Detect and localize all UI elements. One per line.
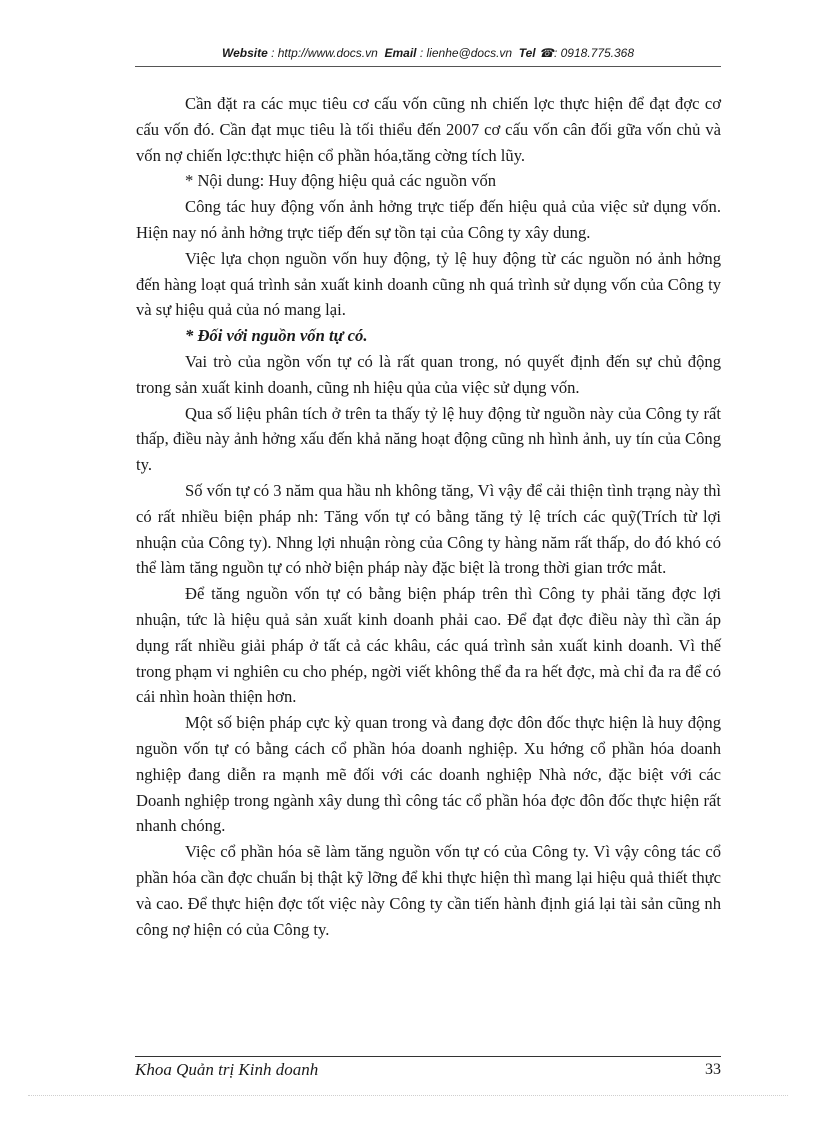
paragraph: * Nội dung: Huy động hiệu quả các nguồn vốn <box>185 171 497 191</box>
page-header <box>135 46 721 60</box>
email-label: Email <box>384 46 417 60</box>
paragraph: Việc cổ phần hóa sẽ làm tăng nguồn vốn tự có của Công ty. Vì vậy công tác cổ phần hóa cần đợc chuẩn bị thật kỹ lỡng để khi thực hiện thì mang lại hiệu quả thiết thực và cao. Để thực hiện đợc tốt việc này Công ty cần tiến hành định giá lại tài sản cũng nh công nợ hiện có của Công ty. <box>136 842 721 939</box>
email-value: : lienhe@docs.vn <box>419 46 513 60</box>
paragraph: Để tăng nguồn vốn tự có bằng biện pháp trên thì Công ty phải tăng đợc lợi nhuận, tức là hiệu quả sản xuất kinh doanh phải cao. Để đạt đợc điều này thì cần áp dụng rất nhiều giải pháp ở tất cả các khâu, các quá trình sản xuất kinh doanh. Vì thế trong phạm vi nghiên cu cho phép, ngời viết không thể đa ra hết đợc, mà chỉ đa ra để có cái nhìn hoàn thiện hơn. <box>136 584 721 707</box>
paragraph: Qua số liệu phân tích ở trên ta thấy tỷ lệ huy động từ nguồn này của Công ty rất thấp, điều này ảnh hởng xấu đến khả năng hoạt động cũng nh hình ảnh, uy tín của Công ty. <box>136 403 721 475</box>
section-heading: * Đối với nguồn vốn tự có. <box>185 326 368 346</box>
footer-divider <box>135 1056 721 1057</box>
website-label: Website <box>221 46 268 60</box>
tel-label: Tel <box>518 46 536 60</box>
paragraph: Việc lựa chọn nguồn vốn huy động, tỷ lệ huy động từ các nguồn nó ảnh hởng đến hàng loạt quá trình sản xuất kinh doanh cũng nh quá trình sử dụng vốn của Công ty và sự hiệu quả của nó mang lại. <box>136 248 721 320</box>
tel-value: : 0918.775.368 <box>553 46 635 60</box>
website-value: : http://www.docs.vn <box>271 46 378 60</box>
page-number: 33 <box>705 1061 721 1078</box>
document-body <box>136 91 721 942</box>
page-edge <box>28 1095 788 1096</box>
header-divider <box>135 66 721 67</box>
phone-icon: ☎ <box>539 46 554 60</box>
footer-faculty: Khoa Quản trị Kinh doanh <box>135 1060 319 1079</box>
paragraph: Một số biện pháp cực kỳ quan trong và đang đợc đôn đốc thực hiện là huy động nguồn vốn tự có bằng cách cổ phần hóa doanh nghiệp. Xu hớng cổ phần hóa doanh nghiệp đang diễn ra mạnh mẽ đối với các doanh nghiệp Nhà nớc, đặc biệt với các Doanh nghiệp trong ngành xây dung thì công tác cổ phần hóa đợc đôn đốc thực hiện rất nhanh chóng. <box>136 713 721 836</box>
paragraph: Công tác huy động vốn ảnh hởng trực tiếp đến hiệu quả của việc sử dụng vốn. Hiện nay nó ảnh hởng trực tiếp đến sự tồn tại của Công ty xây dung. <box>136 197 721 242</box>
paragraph: Số vốn tự có 3 năm qua hầu nh không tăng, Vì vậy để cải thiện tình trạng này thì có rất nhiều biện pháp nh: Tăng vốn tự có bằng tăng tỷ lệ trích các quỹ(Trích từ lợi nhuận của Công ty). Nhng lợi nhuận ròng của Công ty hàng năm rất thấp, do đó khó có thể làm tăng nguồn tự có nhờ biện pháp này đặc biệt là trong thời gian trớc mắt. <box>136 480 721 578</box>
paragraph: Cần đặt ra các mục tiêu cơ cấu vốn cũng nh chiến lợc thực hiện để đạt đợc cơ cấu vốn đó. Cần đạt mục tiêu là tối thiểu đến 2007 cơ cấu vốn cân đối gữa vốn chủ và vốn nợ chiến lợc:thực hiện cổ phần hóa,tăng cờng tích lũy. <box>136 94 721 165</box>
paragraph: Vai trò của ngồn vốn tự có là rất quan trong, nó quyết định đến sự chủ động trong sản xuất kinh doanh, cũng nh hiệu qủa của việc sử dụng vốn. <box>136 351 721 397</box>
